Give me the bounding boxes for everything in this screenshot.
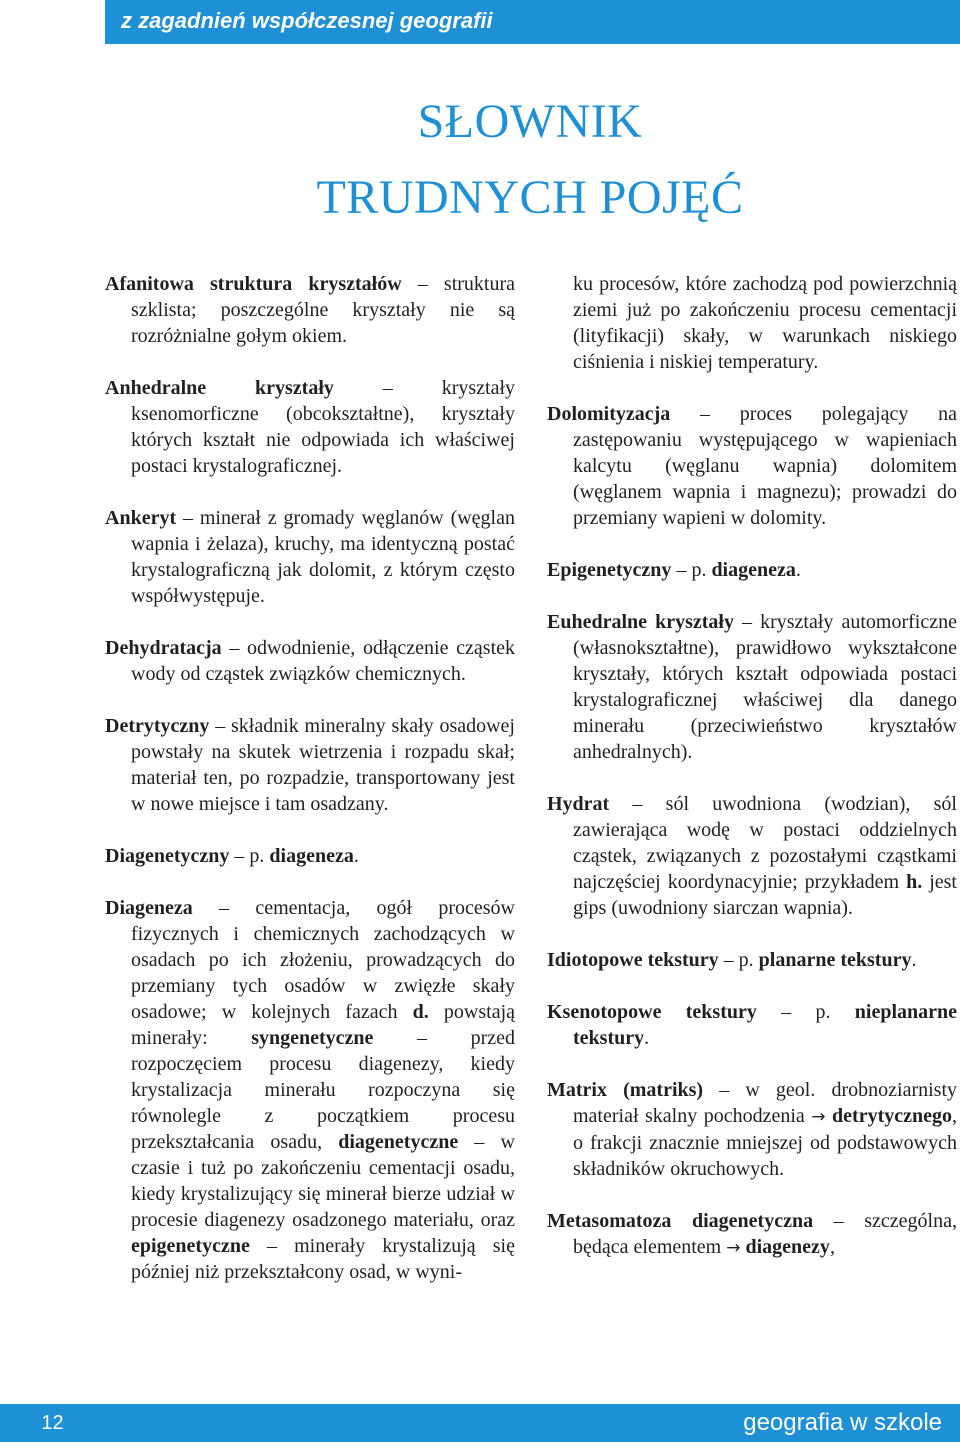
section-title: z zagadnień współczesnej geografii: [121, 8, 493, 33]
entry-definition: – p.: [718, 949, 759, 971]
glossary-entry: [105, 895, 515, 1285]
glossary-entry: [547, 1208, 957, 1261]
cross-reference: diagenezy: [745, 1236, 830, 1258]
glossary-entry: [547, 401, 957, 531]
entry-definition: – minerał z gromady węglanów (węglan wapnia i żelaza), kruchy, ma identyczną postać krystalograficzną jak dolomit, z którym często współwystępuje.: [131, 507, 515, 607]
footer-bar: [105, 1404, 960, 1442]
section-header-bar: [105, 0, 960, 44]
entry-term: Dolomityzacja: [547, 403, 671, 425]
entry-definition: – sól uwodniona (wodzian), sól zawierająca wodę w postaci oddzielnych cząstek, związanych z pozostałymi cząstkami najczęściej koordynacyjnie; przykładem: [573, 793, 957, 893]
entry-end: .: [911, 949, 917, 971]
page-title-line-1: SŁOWNIK: [417, 95, 643, 148]
cross-reference: diageneza: [269, 845, 354, 867]
entry-term: Hydrat: [547, 793, 610, 815]
entry-term: Epigenetyczny: [547, 559, 672, 581]
glossary-entry: [547, 947, 957, 973]
right-column: [547, 271, 957, 1287]
cross-reference: epigenetyczne: [131, 1235, 250, 1257]
entry-definition: – kryształy ksenomorficzne (obcokształtne), kryształy których kształt nie odpowiada ich właściwej postaci krystalograficznej.: [131, 377, 516, 477]
cross-reference: h.: [906, 871, 923, 893]
page-title-line-2: TRUDNYCH POJĘĆ: [316, 171, 744, 224]
entry-definition: – składnik mineralny skały osadowej powstały na skutek wietrzenia i rozpadu skał; materiał ten, po rozpadzie, transportowany jest w nowe miejsce i tam osadzany.: [131, 715, 515, 815]
glossary-entry: [105, 843, 515, 869]
entry-term: Euhedralne kryształy: [547, 611, 734, 633]
glossary-entry: [547, 609, 957, 765]
cross-reference: d.: [412, 1001, 429, 1023]
entry-term: Matrix (matriks): [547, 1079, 704, 1101]
entry-definition: – proces polegający na zastępowaniu występującego w wapieniach kalcytu (węglanu wapnia) dolomitem (węglanem wapnia i magnezu); prowadzi do przemiany wapieni w dolomity.: [573, 403, 957, 529]
entry-end: .: [795, 559, 801, 581]
entry-definition: – w czasie i tuż po zakończeniu cementacji osadu, kiedy krystalizujący się minerał bierze udział w procesie diagenezy osadzonego materiału, oraz: [131, 1131, 515, 1231]
entry-end: .: [644, 1027, 650, 1049]
entry-term: Afanitowa struktura kryształów: [105, 273, 402, 295]
cross-reference: nieplanarne tekstury: [573, 1001, 958, 1049]
entry-definition: – minerały krystalizują się później niż przekształcony osad, w wyni-: [131, 1235, 515, 1283]
page-number-box: [0, 1404, 105, 1442]
entry-definition: jest gips (uwodniony siarczan wapnia).: [573, 871, 957, 919]
glossary-entry: [547, 1077, 957, 1182]
cross-reference: syngenetyczne: [251, 1027, 374, 1049]
entry-end: .: [353, 845, 359, 867]
entry-definition: powstają minerały:: [131, 1001, 516, 1049]
entry-definition: – cementacja, ogół procesów fizycznych i chemicznych zachodzących w osadach po ich złożeniu, prowadzących do przemiany tych osadów w zwięzłe skały osadowe; w kolejnych fazach: [131, 897, 515, 1023]
glossary-entry: [105, 713, 515, 817]
glossary-entry: [547, 999, 957, 1051]
entry-term: Anhedralne kryształy: [105, 377, 334, 399]
entry-definition: – struktura szklista; poszczególne kryształy nie są rozróżnialne gołym okiem.: [131, 273, 515, 347]
entry-definition: – szczególna, będąca elementem: [573, 1210, 957, 1258]
glossary-entry-continuation: ku procesów, które zachodzą pod powierzchnią ziemi już po zakończeniu procesu cementacji (lityfikacji) skały, w warunkach niskiego ciśnienia i niskiej temperatury.: [573, 273, 957, 373]
entry-term: Ankeryt: [105, 507, 177, 529]
entry-definition: – odwodnienie, odłączenie cząstek wody od cząstek związków chemicznych.: [131, 637, 515, 685]
entry-term: Diagenetyczny: [105, 845, 230, 867]
left-column: [105, 271, 515, 1311]
cross-reference: planarne tekstury: [758, 949, 912, 971]
glossary-entry: [547, 791, 957, 921]
entry-term: Detrytyczny: [105, 715, 210, 737]
arrow-right-icon: →: [726, 1238, 741, 1258]
magazine-brand: geografia w szkole: [743, 1409, 942, 1436]
glossary-entry: [105, 375, 515, 479]
entry-definition: – przed rozpoczęciem procesu diagenezy, kiedy krystalizacja minerału rozpoczyna się równolegle z początkiem procesu przekształcania osadu,: [131, 1027, 515, 1153]
entry-end: ,: [829, 1236, 835, 1258]
cross-reference: detrytycznego: [832, 1105, 952, 1127]
entry-term: Idiotopowe tekstury: [547, 949, 719, 971]
cross-reference: diageneza: [711, 559, 796, 581]
entry-term: Metasomatoza diagenetyczna: [547, 1210, 814, 1232]
entry-term: Ksenotopowe tekstury: [547, 1001, 757, 1023]
page-number: 12: [41, 1412, 64, 1434]
entry-definition: – p.: [756, 1001, 855, 1023]
cross-reference: diagenetyczne: [338, 1131, 459, 1153]
entry-term: Dehydratacja: [105, 637, 222, 659]
glossary-entry: [105, 635, 515, 687]
entry-definition: , o frakcji znacznie mniejszej od podstawowych składników okruchowych.: [573, 1105, 957, 1180]
arrow-right-icon: →: [811, 1107, 826, 1127]
entry-term: Diageneza: [105, 897, 193, 919]
entry-definition: – p.: [671, 559, 712, 581]
entry-definition: – kryształy automorficzne (własnokształtne), prawidłowo wykształcone kryształy, których kształt odpowiada postaci krystalograficznej właściwej dla danego minerału (przeciwieństwo kryształów anhedralnych).: [573, 611, 957, 763]
glossary-entry: [105, 271, 515, 349]
glossary-entry: [105, 505, 515, 609]
glossary-entry: [547, 557, 957, 583]
entry-definition: – p.: [229, 845, 270, 867]
entry-definition: – w geol. drobnoziarnisty materiał skalny pochodzenia: [573, 1079, 958, 1127]
